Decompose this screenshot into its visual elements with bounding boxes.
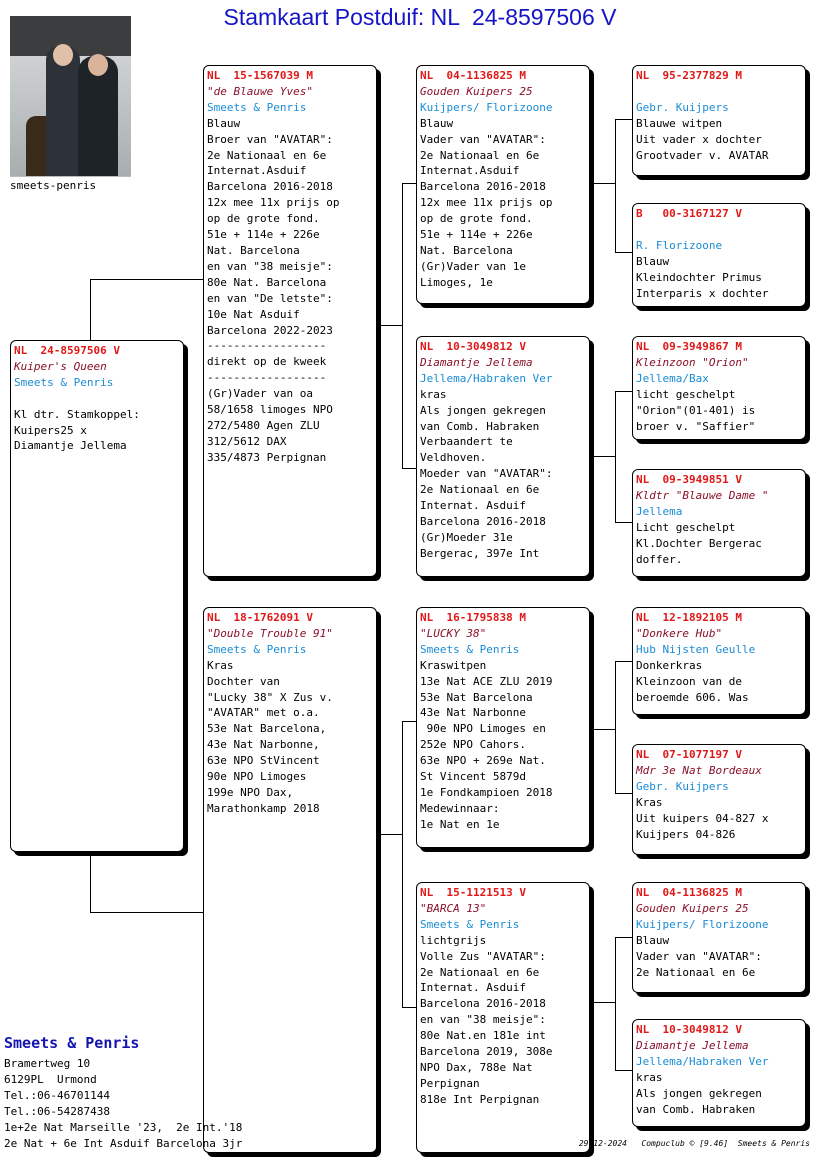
pigeon-info-line: licht geschelpt — [636, 387, 736, 401]
pigeon-info-line: Kras — [207, 658, 234, 672]
pigeon-info-line: 2e Nationaal en 6e — [207, 148, 327, 162]
pigeon-info-line: Blauw — [636, 254, 670, 268]
pigeon-owner: Smeets & Penris — [207, 100, 307, 114]
connector-line — [90, 852, 91, 913]
pigeon-name: "de Blauwe Yves" — [207, 84, 313, 98]
pigeon-info-line: Blauw — [636, 933, 670, 947]
pigeon-info-line: 335/4873 Perpignan — [207, 450, 327, 464]
pigeon-card-ggp-5 — [632, 607, 806, 715]
connector-line — [90, 912, 204, 913]
pigeon-info-line: (Gr)Vader van oa — [207, 387, 313, 401]
pigeon-info-line: 252e NPO Cahors. — [420, 738, 526, 752]
pigeon-card-ggp-4 — [632, 469, 806, 577]
pigeon-info-line: Nat. Barcelona — [207, 243, 300, 257]
pigeon-info-line: Barcelona 2022-2023 — [207, 323, 333, 337]
pigeon-name: Kleinzoon "Orion" — [636, 355, 749, 369]
pigeon-owner: Smeets & Penris — [14, 375, 114, 389]
pigeon-card-ggp-6 — [632, 744, 806, 855]
pigeon-owner: Smeets & Penris — [420, 917, 520, 931]
pigeon-info-line: Blauw — [207, 116, 241, 130]
pigeon-info-line: op de grote fond. — [420, 212, 533, 226]
pigeon-info-line: Barcelona 2016-2018 — [420, 997, 546, 1011]
pigeon-info-line: Moeder van "AVATAR": — [420, 467, 553, 481]
connector-line — [615, 391, 633, 392]
pigeon-info-line: "Lucky 38" X Zus v. — [207, 690, 333, 704]
pigeon-card-ggp-2 — [632, 203, 806, 307]
pigeon-info-line: St Vincent 5879d — [420, 770, 526, 784]
connector-line — [615, 661, 633, 662]
connector-line — [402, 1007, 417, 1008]
ring-number: NL 15-1121513 V — [420, 886, 526, 899]
pigeon-info-line: 2e Nationaal en 6e — [420, 483, 540, 497]
pigeon-info-line: Kraswitpen — [420, 658, 487, 672]
pigeon-card-ggp-7 — [632, 882, 806, 993]
pigeon-info-line: "AVATAR" met o.a. — [207, 706, 320, 720]
pigeon-info-line: Als jongen gekregen — [636, 1086, 762, 1100]
pigeon-info-line: 13e Nat ACE ZLU 2019 — [420, 674, 553, 688]
pigeon-info-line: Uit kuipers 04-827 x — [636, 811, 769, 825]
ring-number: NL 15-1567039 M — [207, 69, 313, 82]
pigeon-info-line: ------------------ — [207, 371, 327, 385]
pigeon-info-line: Marathonkamp 2018 — [207, 801, 320, 815]
pigeon-owner: Gebr. Kuijpers — [636, 779, 729, 793]
ring-number: NL 09-3949851 V — [636, 473, 742, 486]
pigeon-info-line: NPO Dax, 788e Nat — [420, 1060, 533, 1074]
connector-line — [402, 183, 403, 469]
ring-number: NL 24-8597506 V — [14, 344, 120, 357]
pigeon-info-line: 51e + 114e + 226e — [420, 228, 533, 242]
pigeon-info-line: en van "38 meisje": — [207, 259, 333, 273]
ring-number: NL 95-2377829 M — [636, 69, 742, 82]
pigeon-info-line: Nat. Barcelona — [420, 243, 513, 257]
pigeon-name: Gouden Kuipers 25 — [420, 84, 533, 98]
pigeon-info-line: 51e + 114e + 226e — [207, 228, 320, 242]
pigeon-info-line: beroemde 606. Was — [636, 690, 749, 704]
pigeon-card-ggp-1 — [632, 65, 806, 176]
breeder-line: 2e Nat + 6e Int Asduif Barcelona 3jr — [4, 1136, 243, 1150]
pigeon-name: Diamantje Jellema — [636, 1038, 749, 1052]
pigeon-info-line: Medewinnaar: — [420, 801, 500, 815]
pigeon-info-line: Volle Zus "AVATAR": — [420, 949, 546, 963]
breeder-line: 1e+2e Nat Marseille '23, 2e Int.'18 — [4, 1120, 243, 1134]
pigeon-info-line: 90e NPO Limoges — [207, 770, 307, 784]
connector-line — [593, 456, 615, 457]
connector-line — [615, 391, 616, 523]
pigeon-info-line: en van "De letste": — [207, 291, 333, 305]
connector-line — [615, 522, 633, 523]
photo-caption: smeets-penris — [10, 179, 97, 192]
connector-line — [615, 661, 616, 794]
pigeon-info-line: 2e Nationaal en 6e — [636, 965, 756, 979]
pigeon-info-line: Limoges, 1e — [420, 275, 493, 289]
pigeon-info-line: Bergerac, 397e Int — [420, 546, 540, 560]
pigeon-info-line: 90e NPO Limoges en — [420, 722, 546, 736]
pigeon-info-line: 53e Nat Barcelona — [420, 690, 533, 704]
connector-line — [380, 325, 402, 326]
connector-line — [402, 721, 417, 722]
pigeon-info-line: 63e NPO + 269e Nat. — [420, 754, 546, 768]
breeder-line: Bramertweg 10 — [4, 1057, 91, 1070]
ring-number: NL 07-1077197 V — [636, 748, 742, 761]
pigeon-name: "LUCKY 38" — [420, 626, 487, 640]
pigeon-info-line: (Gr)Moeder 31e — [420, 530, 513, 544]
connector-line — [90, 279, 204, 280]
pigeon-info-line: Barcelona 2019, 308e — [420, 1045, 553, 1059]
connector-line — [593, 183, 615, 184]
breeder-info — [4, 1034, 242, 1151]
pigeon-info-line: Verbaandert te — [420, 435, 513, 449]
pigeon-name: "Donkere Hub" — [636, 626, 723, 640]
breeder-line: Tel.:06-54287438 — [4, 1104, 110, 1118]
pigeon-owner: R. Florizoone — [636, 238, 723, 252]
connector-line — [90, 279, 91, 340]
pigeon-info-line: 63e NPO StVincent — [207, 754, 320, 768]
pigeon-card-father — [203, 65, 377, 577]
pigeon-name: Kuiper's Queen — [14, 359, 107, 373]
pigeon-info-line: Blauw — [420, 116, 454, 130]
ring-number: NL 12-1892105 M — [636, 611, 742, 624]
pigeon-info-line: 58/1658 limoges NPO — [207, 403, 333, 417]
pigeon-info-line: 1e Nat en 1e — [420, 817, 500, 831]
pigeon-info-line: Vader van "AVATAR": — [420, 132, 546, 146]
ring-number: NL 16-1795838 M — [420, 611, 526, 624]
pigeon-name: Mdr 3e Nat Bordeaux — [636, 763, 762, 777]
pigeon-card-ggp-3 — [632, 336, 806, 440]
pigeon-owner: Smeets & Penris — [207, 642, 307, 656]
connector-line — [402, 183, 417, 184]
pigeon-owner: Gebr. Kuijpers — [636, 100, 729, 114]
pigeon-info-line: Vader van "AVATAR": — [636, 949, 762, 963]
pigeon-info-line: Uit vader x dochter — [636, 132, 762, 146]
pigeon-info-line: Diamantje Jellema — [14, 439, 127, 453]
pigeon-info-line: 1e Fondkampioen 2018 — [420, 785, 553, 799]
pigeon-info-line: 80e Nat.en 181e int — [420, 1029, 546, 1043]
connector-line — [402, 721, 403, 1008]
pigeon-info-line: 10e Nat Asduif — [207, 307, 300, 321]
pigeon-info-line: 2e Nationaal en 6e — [420, 148, 540, 162]
pigeon-info-line: Kleindochter Primus — [636, 270, 762, 284]
owner-photo — [10, 16, 131, 177]
pigeon-owner: Jellema — [636, 504, 683, 518]
connector-line — [615, 937, 633, 938]
pigeon-info-line: broer v. "Saffier" — [636, 419, 756, 433]
pigeon-owner: Kuijpers/ Florizoone — [420, 100, 553, 114]
pigeon-info-line: (Gr)Vader van 1e — [420, 259, 526, 273]
breeder-line: Tel.:06-46701144 — [4, 1088, 110, 1102]
pigeon-info-line: Barcelona 2016-2018 — [420, 180, 546, 194]
pigeon-info-line: van Comb. Habraken — [636, 1102, 756, 1116]
page-title: Stamkaart Postduif: NL 24-8597506 V — [223, 4, 617, 30]
pigeon-info-line: kras — [636, 1070, 663, 1084]
ring-number: B 00-3167127 V — [636, 207, 742, 220]
pigeon-info-line: 818e Int Perpignan — [420, 1092, 540, 1106]
connector-line — [615, 252, 633, 253]
pigeon-name: Gouden Kuipers 25 — [636, 901, 749, 915]
pigeon-info-line: Licht geschelpt — [636, 520, 736, 534]
pigeon-info-line: Internat.Asduif — [207, 164, 307, 178]
ring-number: NL 10-3049812 V — [420, 340, 526, 353]
pigeon-info-line: 199e NPO Dax, — [207, 785, 294, 799]
connector-line — [593, 729, 615, 730]
empty-name-line — [636, 84, 802, 100]
pigeon-info-line: doffer. — [636, 552, 683, 566]
pigeon-name: "Double Trouble 91" — [207, 626, 333, 640]
pigeon-info-line: Kl.Dochter Bergerac — [636, 536, 762, 550]
footer-credit: 29-12-2024 Compuclub © [9.46] Smeets & Penris — [578, 1139, 810, 1148]
pigeon-owner: Jellema/Habraken Ver — [636, 1054, 769, 1068]
pigeon-info-line: en van "38 meisje": — [420, 1013, 546, 1027]
pigeon-info-line: ------------------ — [207, 339, 327, 353]
pigeon-info-line: Dochter van — [207, 674, 280, 688]
pigeon-info-line: Barcelona 2016-2018 — [207, 180, 333, 194]
ring-number: NL 18-1762091 V — [207, 611, 313, 624]
pigeon-info-line: Perpignan — [420, 1076, 480, 1090]
pigeon-card-sire-dam — [416, 336, 590, 577]
pigeon-info-line: direkt op de kweek — [207, 355, 327, 369]
connector-line — [593, 1002, 615, 1003]
pigeon-info-line: lichtgrijs — [420, 933, 487, 947]
ring-number: NL 10-3049812 V — [636, 1023, 742, 1036]
breeder-name: Smeets & Penris — [4, 1034, 140, 1052]
connector-line — [615, 119, 633, 120]
pigeon-info-line: Als jongen gekregen — [420, 403, 546, 417]
pigeon-info-line: Blauwe witpen — [636, 116, 723, 130]
pigeon-name: Kldtr "Blauwe Dame " — [636, 488, 769, 502]
pigeon-info-line: Kras — [636, 795, 663, 809]
pigeon-info-line: 43e Nat Narbonne — [420, 706, 526, 720]
pigeon-info-line: van Comb. Habraken — [420, 419, 540, 433]
pigeon-info-line: 80e Nat. Barcelona — [207, 275, 327, 289]
pigeon-info-line: 53e Nat Barcelona, — [207, 722, 327, 736]
pigeon-card-dam-sire — [416, 607, 590, 848]
pigeon-owner: Hub Nijsten Geulle — [636, 642, 756, 656]
pigeon-info-line: op de grote fond. — [207, 212, 320, 226]
pigeon-info-line: Internat. Asduif — [420, 499, 526, 513]
pigeon-info-line: Kuipers25 x — [14, 423, 87, 437]
pigeon-info-line: Internat.Asduif — [420, 164, 520, 178]
connector-line — [615, 937, 616, 1071]
blank-line — [14, 391, 180, 407]
pigeon-card-dam-dam — [416, 882, 590, 1153]
pigeon-owner: Jellema/Bax — [636, 371, 709, 385]
pigeon-info-line: 12x mee 11x prijs op — [420, 196, 553, 210]
pigeon-card-subject — [10, 340, 184, 852]
pigeon-owner: Jellema/Habraken Ver — [420, 371, 553, 385]
pigeon-info-line: Kuijpers 04-826 — [636, 827, 736, 841]
connector-line — [615, 119, 616, 253]
connector-line — [380, 834, 402, 835]
pigeon-info-line: Interparis x dochter — [636, 286, 769, 300]
pigeon-info-line: Veldhoven. — [420, 451, 487, 465]
ring-number: NL 04-1136825 M — [636, 886, 742, 899]
pigeon-info-line: kras — [420, 387, 447, 401]
pigeon-owner: Kuijpers/ Florizoone — [636, 917, 769, 931]
pigeon-info-line: Kleinzoon van de — [636, 674, 742, 688]
pigeon-owner: Smeets & Penris — [420, 642, 520, 656]
empty-name-line — [636, 222, 802, 238]
pigeon-info-line: 12x mee 11x prijs op — [207, 196, 340, 210]
pigeon-name: Diamantje Jellema — [420, 355, 533, 369]
pigeon-info-line: Grootvader v. AVATAR — [636, 148, 769, 162]
pigeon-info-line: Kl dtr. Stamkoppel: — [14, 407, 140, 421]
pigeon-info-line: Donkerkras — [636, 658, 703, 672]
breeder-line: 6129PL Urmond — [4, 1072, 97, 1086]
ring-number: NL 04-1136825 M — [420, 69, 526, 82]
pigeon-card-sire-sire — [416, 65, 590, 304]
connector-line — [615, 1070, 633, 1071]
pigeon-info-line: 312/5612 DAX — [207, 434, 287, 448]
pigeon-info-line: Broer van "AVATAR": — [207, 132, 333, 146]
pigeon-info-line: "Orion"(01-401) is — [636, 403, 756, 417]
pigeon-name: "BARCA 13" — [420, 901, 487, 915]
pigeon-info-line: Internat. Asduif — [420, 981, 526, 995]
pigeon-info-line: Barcelona 2016-2018 — [420, 514, 546, 528]
connector-line — [615, 793, 633, 794]
pigeon-info-line: 43e Nat Narbonne, — [207, 738, 320, 752]
pigeon-card-ggp-8 — [632, 1019, 806, 1127]
connector-line — [402, 468, 417, 469]
pigeon-info-line: 2e Nationaal en 6e — [420, 965, 540, 979]
ring-number: NL 09-3949867 M — [636, 340, 742, 353]
pigeon-info-line: 272/5480 Agen ZLU — [207, 418, 320, 432]
